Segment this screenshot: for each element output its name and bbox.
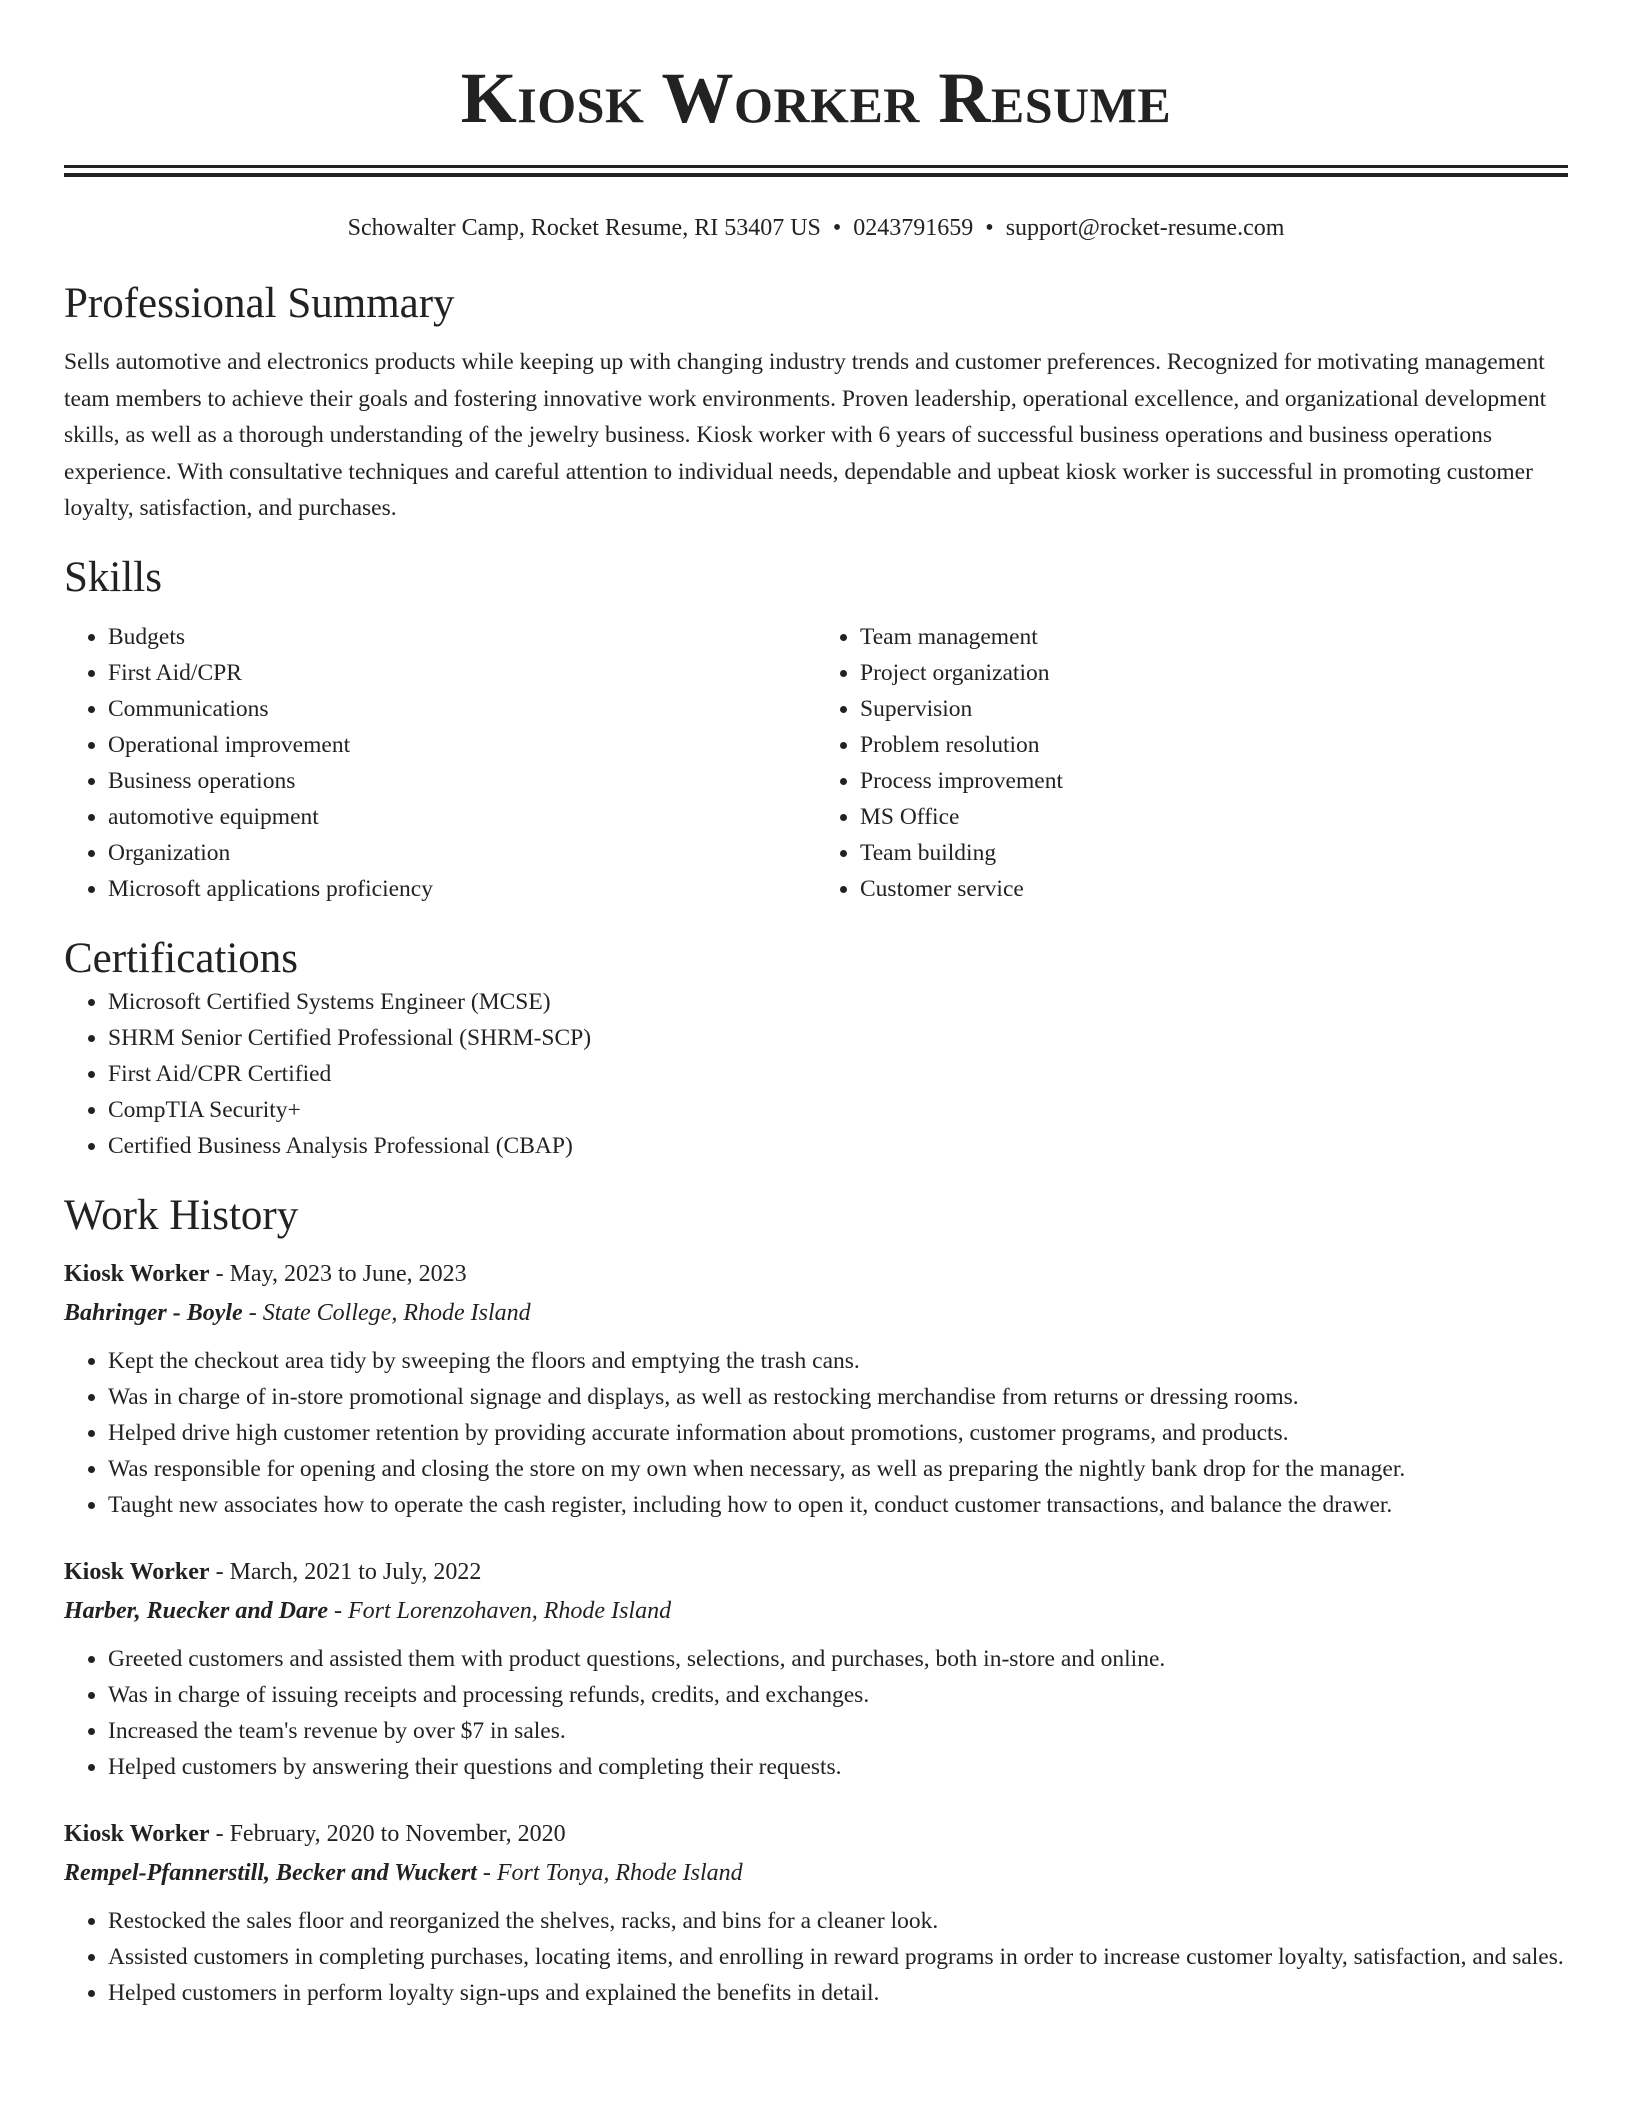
job-duty-item: • Restocked the sales floor and reorganized the shelves, racks, and bins for a cleaner look. <box>108 1903 1568 1939</box>
skill-item: • Team management <box>860 619 1568 655</box>
contact-separator: • <box>985 215 994 241</box>
skill-item: • Problem resolution <box>860 727 1568 763</box>
certification-item: • CompTIA Security+ <box>108 1092 1568 1128</box>
title-divider-thick <box>64 165 1568 168</box>
job-title-line: Kiosk Worker - May, 2023 to June, 2023 <box>64 1260 467 1287</box>
job-duties-list <box>64 1641 1568 1785</box>
job-title: Kiosk Worker <box>64 1260 210 1287</box>
skill-item: • MS Office <box>860 799 1568 835</box>
skill-item: • Team building <box>860 835 1568 871</box>
certification-item: • SHRM Senior Certified Professional (SHRM-SCP) <box>108 1020 1568 1056</box>
certification-item: • Certified Business Analysis Professional (CBAP) <box>108 1128 1568 1164</box>
job-duty-item: • Was responsible for opening and closing the store on my own when necessary, as well as preparing the nightly bank drop for the manager. <box>108 1451 1568 1487</box>
job-dates: May, 2023 to June, 2023 <box>229 1260 467 1287</box>
certifications-heading: Certifications <box>64 934 299 982</box>
resume-title: Kiosk Worker Resume <box>460 58 1172 138</box>
job-company-line: Rempel-Pfannerstill, Becker and Wuckert - Fort Tonya, Rhode Island <box>64 1859 743 1886</box>
certification-item: • Microsoft Certified Systems Engineer (MCSE) <box>108 984 1568 1020</box>
job-duty-item: • Helped drive high customer retention by providing accurate information about promotions, customer programs, and products. <box>108 1415 1568 1451</box>
skill-item: • Business operations <box>108 763 816 799</box>
job-location: Fort Lorenzohaven, Rhode Island <box>348 1597 672 1624</box>
skill-item: • Supervision <box>860 691 1568 727</box>
job-duty-item: • Helped customers in perform loyalty sign-ups and explained the benefits in detail. <box>108 1975 1568 2011</box>
job-company: Rempel-Pfannerstill, Becker and Wuckert <box>64 1859 477 1886</box>
contact-email: support@rocket-resume.com <box>1005 215 1285 241</box>
contact-address: Schowalter Camp, Rocket Resume, RI 53407 US <box>347 215 821 241</box>
skill-item: • Operational improvement <box>108 727 816 763</box>
job-location: State College, Rhode Island <box>262 1299 531 1326</box>
job-company: Harber, Ruecker and Dare <box>64 1597 328 1624</box>
job-duty-item: • Increased the team's revenue by over $7 in sales. <box>108 1713 1568 1749</box>
skill-item: • Customer service <box>860 871 1568 907</box>
work-history-heading: Work History <box>64 1191 299 1239</box>
job-title: Kiosk Worker <box>64 1820 210 1847</box>
job-duty-item: • Assisted customers in completing purchases, locating items, and enrolling in reward programs in order to increase customer loyalty, satisfaction, and sales. <box>108 1939 1568 1975</box>
skill-item: • Project organization <box>860 655 1568 691</box>
skills-columns <box>64 619 1568 907</box>
contact-separator: • <box>832 215 842 241</box>
job-title-line: Kiosk Worker - February, 2020 to November, 2020 <box>64 1820 566 1847</box>
job-dates: March, 2021 to July, 2022 <box>229 1558 482 1585</box>
job-company: Bahringer - Boyle <box>64 1299 243 1326</box>
job-location: Fort Tonya, Rhode Island <box>496 1859 743 1886</box>
skill-item: • automotive equipment <box>108 799 816 835</box>
contact-phone: 0243791659 <box>853 215 974 241</box>
job-entry <box>64 1553 1568 1785</box>
job-duty-item: • Was in charge of issuing receipts and processing refunds, credits, and exchanges. <box>108 1677 1568 1713</box>
job-duties-list <box>64 1343 1568 1523</box>
contact-line <box>64 213 1568 243</box>
skill-item: • Communications <box>108 691 816 727</box>
summary-heading: Professional Summary <box>64 280 455 327</box>
summary-text: Sells automotive and electronics products while keeping up with changing industry trends and customer preferences. Recognized for motivating management team members to achieve their goals and fostering innovative work environments. Proven leadership, operational excellence, and organizational development skills, as well as a thorough understanding of the jewelry business. Kiosk worker with 6 years of successful business operations and business operations experience. With consultative techniques and careful attention to individual needs, dependable and upbeat kiosk worker is successful in promoting customer loyalty, satisfaction, and purchases. <box>64 349 1547 521</box>
certification-item: • First Aid/CPR Certified <box>108 1056 1568 1092</box>
job-title-line: Kiosk Worker - March, 2021 to July, 2022 <box>64 1558 482 1585</box>
certifications-list <box>64 984 1568 1164</box>
skills-heading: Skills <box>64 553 162 601</box>
job-duties-list <box>64 1903 1568 2011</box>
job-duty-item: • Was in charge of in-store promotional signage and displays, as well as restocking merchandise from returns or dressing rooms. <box>108 1379 1568 1415</box>
skill-item: • Budgets <box>108 619 816 655</box>
job-entry <box>64 1815 1568 2011</box>
skill-item: • Process improvement <box>860 763 1568 799</box>
job-duty-item: • Helped customers by answering their questions and completing their requests. <box>108 1749 1568 1785</box>
skill-item: • First Aid/CPR <box>108 655 816 691</box>
skills-list-left <box>64 619 816 907</box>
job-duty-item: • Kept the checkout area tidy by sweeping the floors and emptying the trash cans. <box>108 1343 1568 1379</box>
job-dates: February, 2020 to November, 2020 <box>229 1820 566 1847</box>
skill-item: • Organization <box>108 835 816 871</box>
skill-item: • Microsoft applications proficiency <box>108 871 816 907</box>
resume-page <box>64 0 1568 2011</box>
job-title: Kiosk Worker <box>64 1558 210 1585</box>
job-duty-item: • Greeted customers and assisted them with product questions, selections, and purchases, both in-store and online. <box>108 1641 1568 1677</box>
job-duty-item: • Taught new associates how to operate the cash register, including how to open it, conduct customer transactions, and balance the drawer. <box>108 1487 1568 1523</box>
job-company-line: Harber, Ruecker and Dare - Fort Lorenzohaven, Rhode Island <box>64 1597 672 1624</box>
skills-list-right <box>816 619 1568 907</box>
job-company-line: Bahringer - Boyle - State College, Rhode Island <box>64 1299 531 1326</box>
title-divider-thin <box>64 173 1568 177</box>
job-entry <box>64 1255 1568 1523</box>
